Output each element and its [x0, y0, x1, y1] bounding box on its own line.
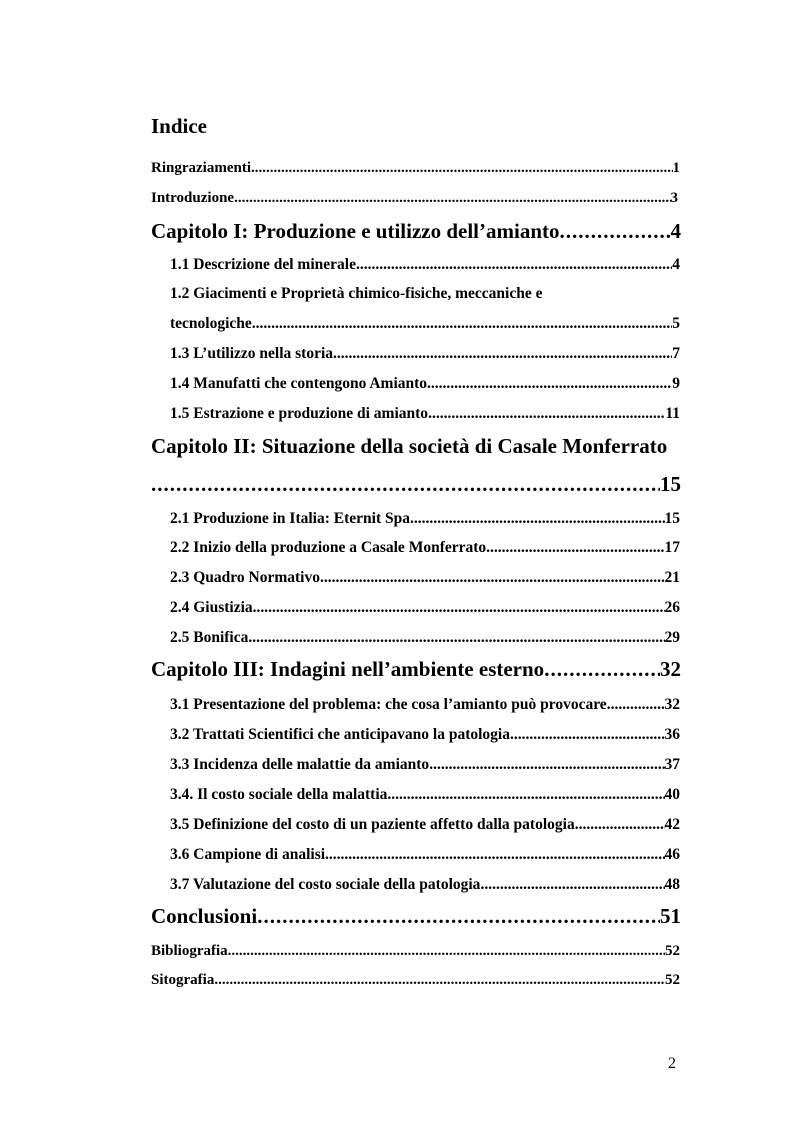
leader-dots [151, 472, 660, 497]
toc-entry-page: 52 [665, 943, 680, 959]
toc-entry-3-7[interactable] [170, 876, 680, 894]
toc-entry-ringraziamenti[interactable] [151, 160, 680, 177]
leader-dots [333, 345, 672, 363]
toc-entry-label: 3.2 Trattati Scientifici che anticipavano la patologia [170, 726, 510, 743]
toc-entry-capitolo-3[interactable] [151, 657, 681, 682]
toc-entry-3-2[interactable] [170, 726, 680, 744]
toc-entry-2-3[interactable] [170, 569, 680, 587]
leader-dots [228, 943, 665, 960]
toc-entry-2-2[interactable] [170, 539, 680, 557]
toc-entry-sitografia[interactable] [151, 972, 680, 989]
leader-dots [214, 972, 665, 989]
toc-entry-page: 15 [660, 472, 681, 496]
toc-entry-label: tecnologiche [170, 315, 252, 332]
leader-dots [560, 219, 671, 244]
toc-entry-1-3[interactable] [170, 345, 680, 363]
toc-entry-label: Capitolo III: Indagini nell’ambiente esterno [151, 657, 545, 681]
toc-entry-3-5[interactable] [170, 816, 680, 834]
toc-entry-1-4[interactable] [170, 375, 680, 393]
toc-entry-label: 3.5 Definizione del costo di un paziente affetto dalla patologia [170, 816, 575, 833]
leader-dots [486, 539, 664, 557]
leader-dots [429, 756, 664, 774]
leader-dots [320, 569, 665, 587]
toc-entry-page: 9 [672, 375, 680, 392]
leader-dots [544, 657, 660, 682]
toc-entry-capitolo-2-line1[interactable] [151, 434, 667, 459]
toc-entry-page: 26 [664, 599, 680, 616]
leader-dots [325, 846, 664, 864]
toc-entry-label: Bibliografia [151, 943, 228, 959]
leader-dots [257, 904, 660, 929]
toc-entry-1-5[interactable] [170, 405, 680, 423]
page-number: 2 [668, 1055, 676, 1072]
toc-entry-3-6[interactable] [170, 846, 680, 864]
leader-dots [607, 696, 665, 714]
toc-entry-1-1[interactable] [170, 256, 680, 274]
toc-entry-page: 17 [664, 539, 680, 556]
toc-entry-label: Ringraziamenti [151, 160, 251, 176]
leader-dots [248, 629, 664, 647]
toc-entry-3-1[interactable] [170, 696, 680, 714]
toc-entry-label: 3.6 Campione di analisi [170, 846, 326, 863]
toc-entry-label: 2.2 Inizio della produzione a Casale Monferrato [170, 539, 487, 556]
toc-entry-label: 1.3 L’utilizzo nella storia [170, 345, 334, 362]
toc-entry-3-3[interactable] [170, 756, 680, 774]
toc-entry-label: 1.1 Descrizione del minerale [170, 256, 356, 273]
toc-entry-label: Introduzione [151, 190, 235, 206]
toc-entry-page: 46 [664, 846, 680, 863]
toc-entry-label: 2.1 Produzione in Italia: Eternit Spa [170, 510, 410, 527]
toc-entry-1-2[interactable] [170, 315, 680, 333]
leader-dots [510, 726, 665, 744]
toc-entry-bibliografia[interactable] [151, 943, 680, 960]
toc-entry-label: 3.1 Presentazione del problema: che cosa l’amianto può provocare [170, 696, 607, 713]
toc-entry-2-5[interactable] [170, 629, 680, 647]
toc-entry-label: 1.5 Estrazione e produzione di amianto [170, 405, 429, 422]
toc-entry-label: 3.7 Valutazione del costo sociale della patologia [170, 876, 481, 893]
leader-dots [428, 405, 665, 423]
toc-entry-label: 2.5 Bonifica [170, 629, 249, 646]
toc-entry-label: 3.3 Incidenza delle malattie da amianto [170, 756, 430, 773]
leader-dots [575, 816, 665, 834]
toc-entry-page: 51 [660, 904, 681, 928]
leader-dots [253, 599, 665, 617]
toc-entry-page: 32 [664, 696, 680, 713]
toc-entry-page: 3 [670, 190, 678, 206]
leader-dots [427, 375, 672, 393]
toc-entry-page: 11 [665, 405, 680, 422]
leader-dots [356, 256, 672, 274]
toc-entry-page: 42 [664, 816, 680, 833]
toc-entry-label: 2.3 Quadro Normativo [170, 569, 320, 586]
leader-dots [387, 786, 664, 804]
toc-entry-capitolo-1[interactable] [151, 219, 681, 244]
leader-dots [410, 510, 665, 528]
leader-dots [480, 876, 664, 894]
toc-entry-2-1[interactable] [170, 510, 680, 528]
toc-entry-label: Capitolo II: Situazione della società di Casale Monferrato [151, 434, 668, 458]
toc-entry-label: Capitolo I: Produzione e utilizzo dell’amianto [151, 219, 560, 243]
toc-entry-page: 4 [672, 256, 680, 273]
toc-entry-3-4[interactable] [170, 786, 680, 804]
page-title: Indice [151, 114, 208, 138]
toc-entry-2-4[interactable] [170, 599, 680, 617]
toc-entry-page: 40 [664, 786, 680, 803]
toc-entry-label: Conclusioni [151, 904, 258, 928]
toc-entry-page: 37 [664, 756, 680, 773]
toc-entry-introduzione[interactable] [151, 190, 678, 207]
toc-entry-label: 2.4 Giustizia [170, 599, 253, 616]
toc-entry-page: 15 [664, 510, 680, 527]
toc-entry-page: 5 [672, 315, 680, 332]
toc-entry-page: 4 [670, 219, 681, 243]
toc-entry-conclusioni[interactable] [151, 904, 681, 929]
toc-entry-page: 36 [664, 726, 680, 743]
toc-entry-page: 21 [664, 569, 680, 586]
leader-dots [251, 160, 673, 177]
toc-entry-page: 1 [672, 160, 680, 176]
leader-dots [252, 315, 672, 333]
toc-entry-label: 3.4. Il costo sociale della malattia [170, 786, 388, 803]
toc-entry-1-2-line1[interactable]: 1.2 Giacimenti e Proprietà chimico-fisiche, meccaniche e [170, 285, 543, 302]
toc-entry-page: 52 [665, 972, 680, 988]
leader-dots [234, 190, 670, 207]
toc-entry-label: Sitografia [151, 972, 215, 988]
toc-entry-capitolo-2[interactable] [151, 472, 681, 497]
toc-entry-page: 29 [664, 629, 680, 646]
toc-entry-label: 1.4 Manufatti che contengono Amianto [170, 375, 428, 392]
toc-entry-page: 32 [660, 657, 681, 681]
toc-entry-page: 48 [664, 876, 680, 893]
toc-entry-page: 7 [672, 345, 680, 362]
